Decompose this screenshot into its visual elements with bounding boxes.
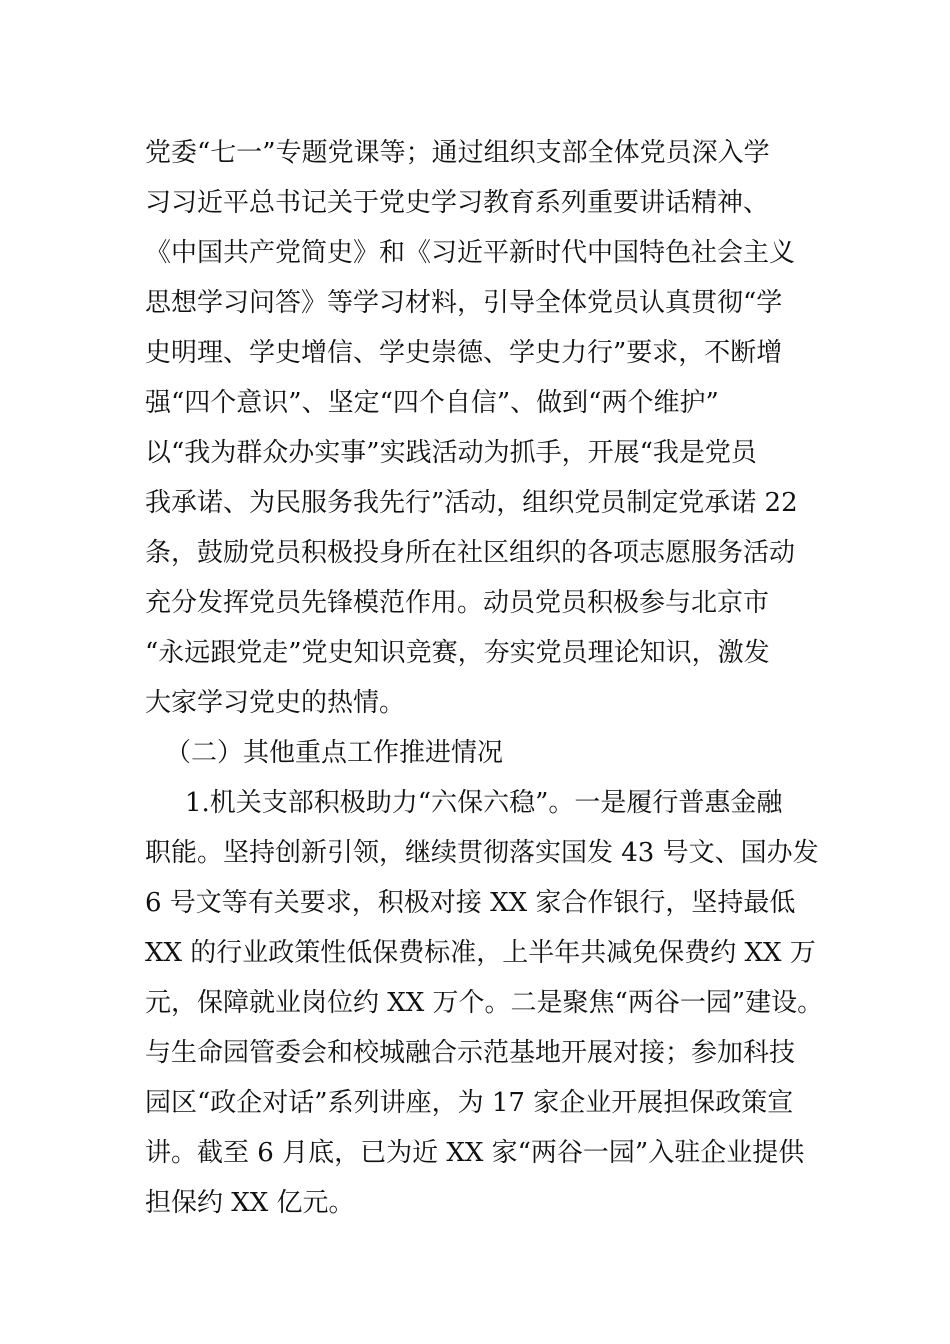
paragraph-line: 讲。截至 6 月底，已为近 XX 家“两谷一园”入驻企业提供: [145, 1138, 805, 1168]
paragraph-line: 史明理、学史增信、学史崇德、学史力行”要求，不断增: [145, 338, 783, 368]
paragraph-line: 与生命园管委会和校城融合示范基地开展对接；参加科技: [145, 1038, 796, 1068]
paragraph-line: 我承诺、为民服务我先行”活动，组织党员制定党承诺 22: [145, 488, 798, 518]
paragraph-line: 1.机关支部积极助力“六保六稳”。一是履行普惠金融: [185, 788, 783, 818]
paragraph-line: 习习近平总书记关于党史学习教育系列重要讲话精神、: [145, 188, 770, 218]
paragraph-line: 《中国共产党简史》和《习近平新时代中国特色社会主义: [145, 238, 796, 268]
paragraph-line: 元，保障就业岗位约 XX 万个。二是聚焦“两谷一园”建设。: [145, 988, 824, 1018]
paragraph-line: 党委“七一”专题党课等；通过组织支部全体党员深入学: [145, 138, 770, 168]
section-heading: （二）其他重点工作推进情况: [165, 738, 504, 768]
paragraph-line: 担保约 XX 亿元。: [145, 1188, 355, 1218]
paragraph-line: XX 的行业政策性低保费标准，上半年共减免保费约 XX 万: [145, 938, 816, 968]
paragraph-line: 职能。坚持创新引领，继续贯彻落实国发 43 号文、国办发: [145, 838, 819, 868]
paragraph-line: 思想学习问答》等学习材料，引导全体党员认真贯彻“学: [145, 288, 783, 318]
paragraph-line: 以“我为群众办实事”实践活动为抓手，开展“我是党员: [145, 438, 757, 468]
paragraph-line: 大家学习党史的热情。: [145, 688, 406, 718]
paragraph-line: 强“四个意识”、坚定“四个自信”、做到“两个维护”: [145, 388, 719, 418]
paragraph-line: 条，鼓励党员积极投身所在社区组织的各项志愿服务活动: [145, 538, 796, 568]
paragraph-line: “永远跟党走”党史知识竞赛，夯实党员理论知识，激发: [145, 638, 770, 668]
paragraph-line: 充分发挥党员先锋模范作用。动员党员积极参与北京市: [145, 588, 770, 618]
paragraph-line: 园区“政企对话”系列讲座，为 17 家企业开展担保政策宣: [145, 1088, 794, 1118]
paragraph-line: 6 号文等有关要求，积极对接 XX 家合作银行，坚持最低: [145, 888, 796, 918]
